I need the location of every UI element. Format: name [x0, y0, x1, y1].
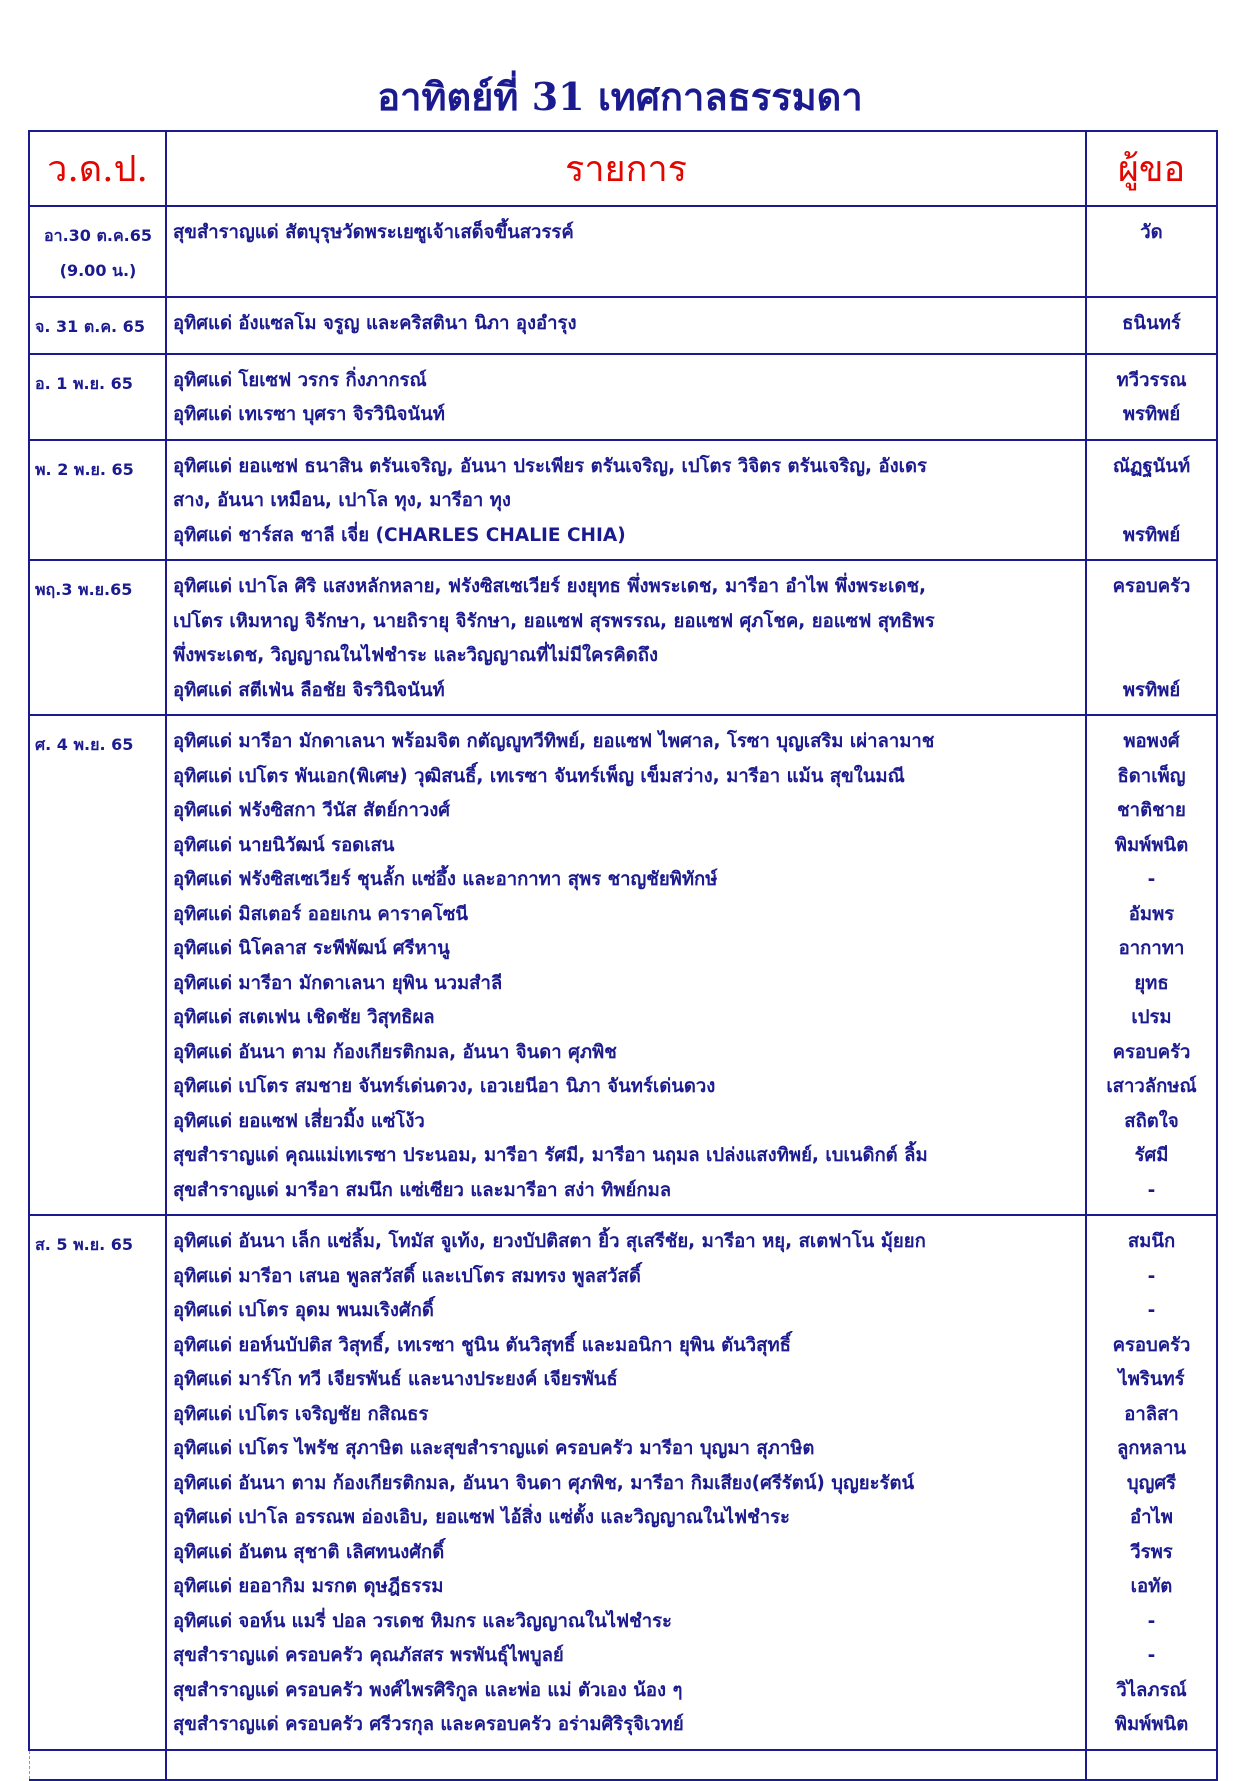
date-cell — [29, 715, 166, 1215]
date-cell — [29, 1215, 166, 1750]
requester-name: วีรพร — [1130, 1541, 1173, 1563]
requester-name: ชาติชาย — [1117, 800, 1186, 821]
continuation-cell — [1086, 1750, 1217, 1780]
table-row — [29, 297, 1217, 354]
header-date: ว.ด.ป. — [29, 131, 166, 206]
intention-line: สุขสำราญแด่ ครอบครัว ศรีวรกุล และครอบครัว อร่ามศิริรุจิเวทย์ — [173, 1714, 684, 1735]
table-row — [29, 206, 1217, 297]
table-row — [29, 560, 1217, 715]
requester-name: อำไพ — [1130, 1507, 1173, 1528]
requester-cell — [1086, 715, 1217, 1215]
intention-line: อุทิศแด่ เปโตร อุดม พนมเริงศักดิ์ — [173, 1300, 434, 1321]
continuation-cell — [29, 1750, 166, 1780]
intention-line: อุทิศแด่ จอห์น แมรี่ ปอล วรเดช หิมกร และวิญญาณในไฟชำระ — [173, 1610, 672, 1632]
intention-line: อุทิศแด่ อันตน สุชาติ เลิศทนงศักดิ์ — [173, 1541, 445, 1563]
continuation-cell — [166, 1750, 1086, 1780]
intention-line: อุทิศแด่ ฟรังซิสเซเวียร์ ชุนลั้ก แซ่อึ้ง และอากาทา สุพร ชาญชัยพิทักษ์ — [173, 869, 718, 890]
requester-name: ลูกหลาน — [1116, 1438, 1187, 1459]
date-text: ส. 5 พ.ย. 65 — [35, 1235, 134, 1254]
date-text: พฤ.3 พ.ย.65 — [35, 580, 133, 599]
intention-line: สุขสำราญแด่ ครอบครัว คุณภัสสร พรพันธุ์ไพบูลย์ — [173, 1645, 564, 1666]
table-body — [29, 206, 1217, 1750]
requester-name: - — [1147, 869, 1156, 890]
intention-cell — [166, 1215, 1086, 1750]
requester-cell — [1086, 354, 1217, 440]
intention-line: อุทิศแด่ อันนา ตาม ก้องเกียรติกมล, อันนา จินดา ศุภพิช, มารีอา กิมเสียง(ศรีรัตน์) บุญยะรัตน์ — [173, 1472, 915, 1494]
requester-name: พรทิพย์ — [1122, 524, 1181, 546]
table-row — [29, 1215, 1217, 1750]
intention-line: อุทิศแด่ มารีอา มักดาเลนา พร้อมจิต กตัญญูทวีทิพย์, ยอแซฟ ไพศาล, โรซา บุญเสริม เผ่าลามาช — [173, 731, 935, 752]
intention-line: อุทิศแด่ เปโตร สมชาย จันทร์เด่นดวง, เอวเยนีอา นิภา จันทร์เด่นดวง — [173, 1076, 716, 1097]
requester-name: ไพรินทร์ — [1118, 1369, 1185, 1390]
requester-name: เอทัต — [1130, 1576, 1173, 1597]
requester-name: พิมพ์พนิต — [1114, 834, 1189, 856]
intention-line: อุทิศแด่ โยเซฟ วรกร กิ่งภากรณ์ — [173, 369, 427, 391]
mass-intentions-table — [28, 130, 1218, 1781]
requester-name: - — [1147, 1300, 1156, 1321]
requester-name: เสาวลักษณ์ — [1106, 1076, 1197, 1097]
header-item: รายการ — [166, 131, 1086, 206]
intention-line: อุทิศแด่ มารีอา เสนอ พูลสวัสดิ์ และเปโตร สมทรง พูลสวัสดิ์ — [173, 1265, 641, 1287]
intention-line: อุทิศแด่ เปโตร พันเอก(พิเศษ) วุฒิสนธิ์, เทเรซา จันทร์เพ็ญ เข็มสว่าง, มารีอา แม้น สุขในมณี — [173, 765, 905, 787]
intention-line: อุทิศแด่ อังแซลโม จรูญ และคริสตินา นิภา อุงอำรุง — [173, 313, 577, 334]
intention-line: อุทิศแด่ ยอห์นบัปติส วิสุทธิ์, เทเรซา ชูนิน ตันวิสุทธิ์ และมอนิกา ยุพิน ตันวิสุทธิ์ — [173, 1334, 791, 1356]
intention-cell — [166, 440, 1086, 561]
intention-line: สาง, อันนา เหมือน, เปาโล ทุง, มารีอา ทุง — [173, 490, 511, 511]
table-row — [29, 440, 1217, 561]
requester-name: ครอบครัว — [1112, 576, 1191, 597]
requester-name: ครอบครัว — [1112, 1041, 1191, 1063]
intention-line: สุขสำราญแด่ สัตบุรุษวัดพระเยซูเจ้าเสด็จขึ้นสวรรค์ — [173, 222, 574, 243]
requester-cell — [1086, 560, 1217, 715]
requester-name: ธิดาเพ็ญ — [1117, 765, 1186, 787]
intention-line: สุขสำราญแด่ มารีอา สมนึก แซ่เซียว และมารีอา สง่า ทิพย์กมล — [173, 1179, 672, 1201]
intention-line: อุทิศแด่ เทเรซา บุศรา จิรวินิจนันท์ — [173, 404, 445, 425]
requester-name: พอพงศ์ — [1123, 731, 1180, 752]
intention-line: อุทิศแด่ ฟรังซิสกา วีนัส สัตย์กาวงศ์ — [173, 800, 451, 821]
requester-name: สมนึก — [1127, 1231, 1176, 1252]
table-continuation-row — [29, 1750, 1217, 1780]
requester-name — [1089, 484, 1214, 519]
requester-name: ทวีวรรณ — [1116, 369, 1187, 391]
requester-cell — [1086, 440, 1217, 561]
date-text: จ. 31 ต.ค. 65 — [35, 317, 145, 336]
requester-name: - — [1147, 1645, 1156, 1666]
intention-line: อุทิศแด่ เปาโล อรรณพ อ่องเอิบ, ยอแซฟ ไอ้สิ่ง แซ่ตั้ง และวิญญาณในไฟชำระ — [173, 1507, 790, 1528]
header-requester: ผู้ขอ — [1086, 131, 1217, 206]
date-text: ศ. 4 พ.ย. 65 — [35, 735, 134, 754]
requester-name: เปรม — [1131, 1007, 1172, 1028]
intention-line: อุทิศแด่ มาร์โก ทวี เจียรพันธ์ และนางประยงค์ เจียรพันธ์ — [173, 1369, 618, 1390]
requester-name: - — [1147, 1179, 1156, 1201]
intention-cell — [166, 206, 1086, 297]
requester-name: พรทิพย์ — [1122, 404, 1181, 425]
requester-name: ณัฏฐนันท์ — [1112, 455, 1191, 477]
intention-cell — [166, 354, 1086, 440]
intention-line: อุทิศแด่ อันนา ตาม ก้องเกียรติกมล, อันนา จินดา ศุภพิช — [173, 1041, 617, 1063]
intention-line: อุทิศแด่ สตีเฟ่น ลือชัย จิรวินิจนันท์ — [173, 679, 445, 701]
requester-name: ครอบครัว — [1112, 1334, 1191, 1356]
requester-name: สถิตใจ — [1124, 1110, 1179, 1132]
requester-name: ยุทธ — [1134, 972, 1169, 994]
table-row — [29, 715, 1217, 1215]
intention-cell — [166, 560, 1086, 715]
intention-line: อุทิศแด่ มิสเตอร์ ออยเกน คาราคโซนี — [173, 903, 469, 925]
table-row — [29, 354, 1217, 440]
intention-line: อุทิศแด่ ยอแซฟ เสี่ยวมิ้ง แซ่โง้ว — [173, 1110, 425, 1132]
date-text: อา.30 ต.ค.65 — [43, 226, 153, 245]
requester-name: วัด — [1140, 222, 1163, 243]
requester-name: พิมพ์พนิต — [1114, 1714, 1189, 1735]
requester-name: วิไลภรณ์ — [1116, 1679, 1187, 1701]
intention-line: อุทิศแด่ อันนา เล็ก แซ่ลิ้ม, โทมัส จูเท้ง, ยวงบัปติสตา ยิ้ว สุเสรีชัย, มารีอา หยุ, สเตฟาโน มุ้ยยก — [173, 1231, 926, 1252]
requester-cell — [1086, 297, 1217, 354]
date-text: พ. 2 พ.ย. 65 — [35, 459, 134, 479]
intention-line: อุทิศแด่ นายนิวัฒน์ รอดเสน — [173, 834, 395, 856]
page-title: อาทิตย์ที่ 31 เทศกาลธรรมดา — [377, 74, 863, 119]
intention-line: อุทิศแด่ ยอแซฟ ธนาสิน ตรันเจริญ, อันนา ประเพียร ตรันเจริญ, เปโตร วิจิตร ตรันเจริญ, อังเดร — [173, 455, 927, 477]
requester-name: - — [1147, 1265, 1156, 1287]
table-header-row — [29, 131, 1217, 206]
requester-name: อากาทา — [1118, 938, 1185, 959]
intention-line: อุทิศแด่ เปาโล ศิริ แสงหลักหลาย, ฟรังซิสเซเวียร์ ยงยุทธ พึ่งพระเดช, มารีอา อำไพ พึ่งพระเดช, — [173, 576, 927, 597]
requester-name: รัศมี — [1134, 1145, 1169, 1166]
intention-line: อุทิศแด่ เปโตร เจริญชัย กสิณธร — [173, 1403, 429, 1425]
intention-line — [173, 251, 1081, 286]
intention-cell — [166, 297, 1086, 354]
intention-line: พึ่งพระเดช, วิญญาณในไฟชำระ และวิญญาณที่ไม่มีใครคิดถึง — [173, 645, 658, 666]
intention-line: อุทิศแด่ สเตเฟน เชิดชัย วิสุทธิผล — [173, 1007, 435, 1028]
requester-name: บุญศรี — [1126, 1472, 1177, 1494]
intention-line: อุทิศแด่ ยออากิม มรกต ดุษฎีธรรม — [173, 1576, 444, 1597]
intention-line: อุทิศแด่ ชาร์สล ชาลี เจี่ย (CHARLES CHALIE CHIA) — [173, 524, 626, 546]
date-cell — [29, 354, 166, 440]
requester-name: อัมพร — [1128, 903, 1175, 925]
intention-line: สุขสำราญแด่ คุณแม่เทเรซา ประนอม, มารีอา รัศมี, มารีอา นฤมล เปล่งแสงทิพย์, เบเนดิกต์ ลิ้ม — [173, 1145, 928, 1166]
requester-cell — [1086, 206, 1217, 297]
requester-cell — [1086, 1215, 1217, 1750]
intention-line: เปโตร เหิมหาญ จิรักษา, นายถิรายุ จิรักษา, ยอแซฟ สุรพรรณ, ยอแซฟ ศุภโชค, ยอแซฟ สุทธิพร — [173, 610, 935, 632]
intention-cell — [166, 715, 1086, 1215]
date-cell — [29, 440, 166, 561]
intention-line: อุทิศแด่ มารีอา มักดาเลนา ยุพิน นวมสำลี — [173, 972, 503, 994]
requester-name: ธนินทร์ — [1122, 313, 1181, 334]
intention-line: สุขสำราญแด่ ครอบครัว พงศ์ไพรศิริกูล และพ่อ แม่ ตัวเอง น้อง ๆ — [173, 1679, 683, 1701]
date-text: อ. 1 พ.ย. 65 — [35, 373, 133, 393]
requester-name: พรทิพย์ — [1122, 679, 1181, 701]
requester-name — [1089, 251, 1214, 286]
requester-name: อาลิสา — [1124, 1403, 1179, 1425]
requester-name — [1089, 639, 1214, 674]
intention-line: อุทิศแด่ นิโคลาส ระพีพัฒน์ ศรีหานู — [173, 938, 450, 959]
requester-name: - — [1147, 1610, 1156, 1632]
date-cell — [29, 297, 166, 354]
requester-name — [1089, 605, 1214, 640]
intention-line: อุทิศแด่ เปโตร ไพรัช สุภาษิต และสุขสำราญแด่ ครอบครัว มารีอา บุญมา สุภาษิต — [173, 1438, 815, 1459]
date-cell — [29, 560, 166, 715]
date-text: (9.00 น.) — [59, 260, 137, 280]
date-cell — [29, 206, 166, 297]
